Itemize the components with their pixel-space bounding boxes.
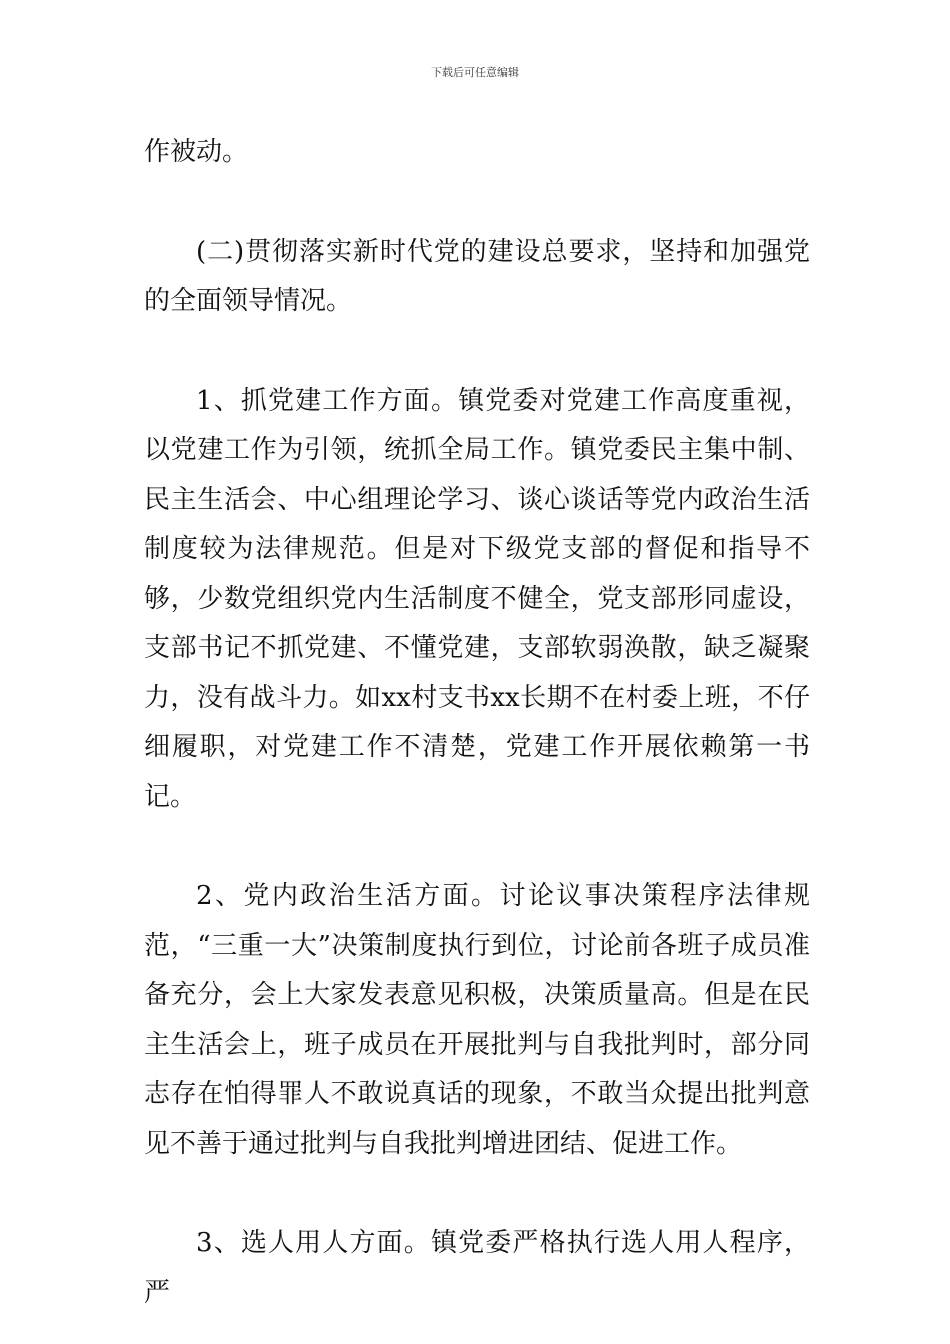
document-body xyxy=(144,128,810,1318)
page-header: 下载后可任意编辑 xyxy=(431,66,519,79)
paragraph-section-heading: (二)贯彻落实新时代党的建设总要求，坚持和加强党的全面领导情况。 xyxy=(144,236,810,316)
paragraph-party-building: 1、抓党建工作方面。镇党委对党建工作高度重视，以党建工作为引领，统抓全局工作。镇党委民主集中制、民主生活会、中心组理论学习、谈心谈话等党内政治生活制度较为法律规范。但是对下级党支部的督促和指导不够，少数党组织党内生活制度不健全，党支部形同虚设，支部书记不抓党建、不懂党建，支部软弱涣散，缺乏凝聚力，没有战斗力。如xx村支书xx长期不在村委上班，不仔细履职，对党建工作不清楚，党建工作开展依赖第一书记。 xyxy=(144,385,810,812)
paragraph-political-life: 2、党内政治生活方面。讨论议事决策程序法律规范，“三重一大”决策制度执行到位，讨论前各班子成员准备充分，会上大家发表意见积极，决策质量高。但是在民主生活会上，班子成员在开展批判与自我批判时，部分同志存在怕得罪人不敢说真话的现象，不敢当众提出批判意见不善于通过批判与自我批判增进团结、促进工作。 xyxy=(144,881,810,1159)
paragraph-personnel-selection: 3、选人用人方面。镇党委严格执行选人用人程序，严 xyxy=(144,1228,810,1308)
paragraph-continuation: 作被动。 xyxy=(144,137,249,167)
